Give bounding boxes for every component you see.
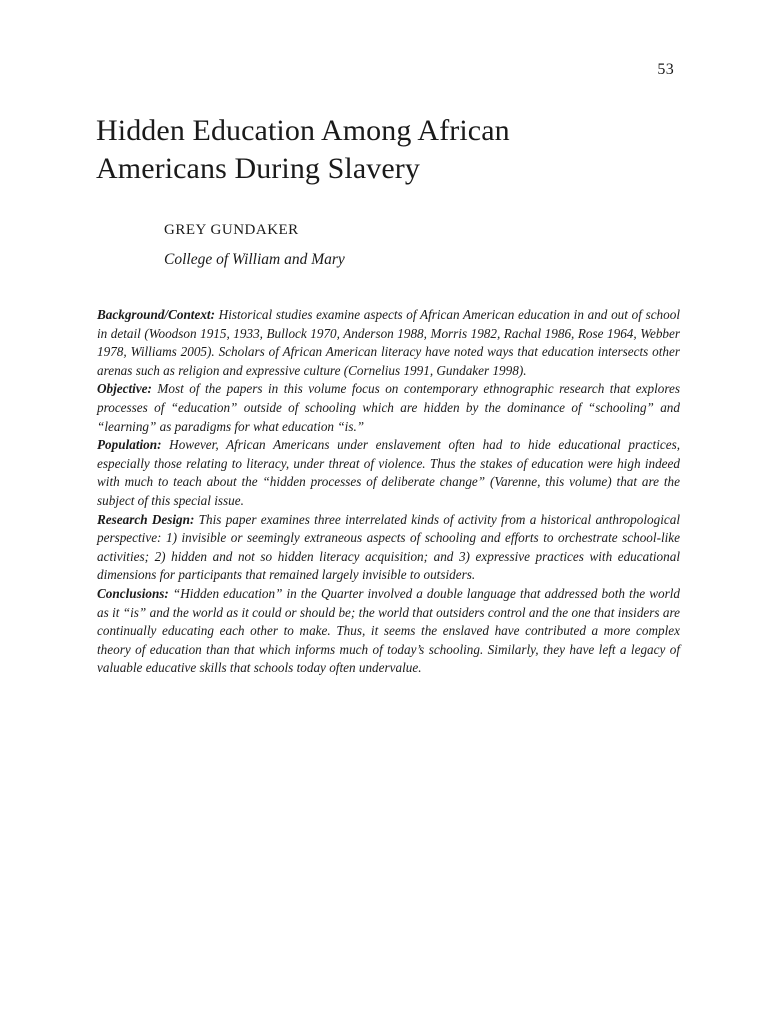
abstract-population: [97, 436, 680, 510]
research-design-label: Research Design:: [97, 511, 195, 527]
conclusions-label: Conclusions:: [97, 585, 169, 601]
objective-text: Most of the papers in this volume focus on contemporary ethnographic research that explores processes of “education” outside of schooling which are hidden by the dominance of “schooling” and “learning” as paradigms for what education “is.”: [97, 381, 680, 434]
conclusions-text: “Hidden education” in the Quarter involved a double language that addressed both the world as it “is” and the world as it could or should be; the world that outsiders control and the one that insiders are continually educating each other to make. Thus, it seems the enslaved have contributed a more complex theory of education than that which informs much of today’s schooling. Similarly, they have left a legacy of valuable educative skills that schools today often undervalue.: [97, 585, 680, 676]
page-number: 53: [657, 61, 674, 78]
author-name: GREY GUNDAKER: [164, 222, 299, 238]
research-design-text: This paper examines three interrelated kinds of activity from a historical anthropological perspective: 1) invisible or seemingly extraneous aspects of schooling and efforts to orchestrate school-like activities; 2) hidden and not so hidden literacy acquisition; and 3) expressive practices with educational dimensions for participants that remained largely invisible to outsiders.: [97, 511, 680, 583]
abstract-background: [97, 306, 680, 380]
abstract-conclusions: [97, 585, 680, 678]
population-label: Population:: [97, 437, 162, 453]
article-title-line-2: Americans During Slavery: [96, 152, 420, 185]
article-title-line-1: Hidden Education Among African: [96, 114, 510, 147]
abstract-research-design: [97, 511, 680, 585]
population-text: However, African Americans under enslavement often had to hide educational practices, especially those relating to literacy, under threat of violence. Thus the stakes of education were high indeed with much to teach about the “hidden processes of deliberate change” (Varenne, this volume) that are the subject of this special issue.: [97, 437, 680, 508]
author-affiliation: College of William and Mary: [164, 251, 345, 268]
background-label: Background/Context:: [97, 307, 215, 322]
abstract: [97, 306, 680, 678]
article-title: [96, 112, 656, 188]
objective-label: Objective:: [97, 381, 152, 397]
background-text: Historical studies examine aspects of African American education in and out of school in detail (Woodson 1915, 1933, Bullock 1970, Anderson 1988, Morris 1982, Rachal 1986, Rose 1964, Webber 1978, Williams 2005). Scholars of African American literacy have noted ways that education intersects other arenas such as religion and expressive culture (Cornelius 1991, Gundaker 1998).: [97, 307, 680, 378]
abstract-objective: [97, 380, 680, 436]
